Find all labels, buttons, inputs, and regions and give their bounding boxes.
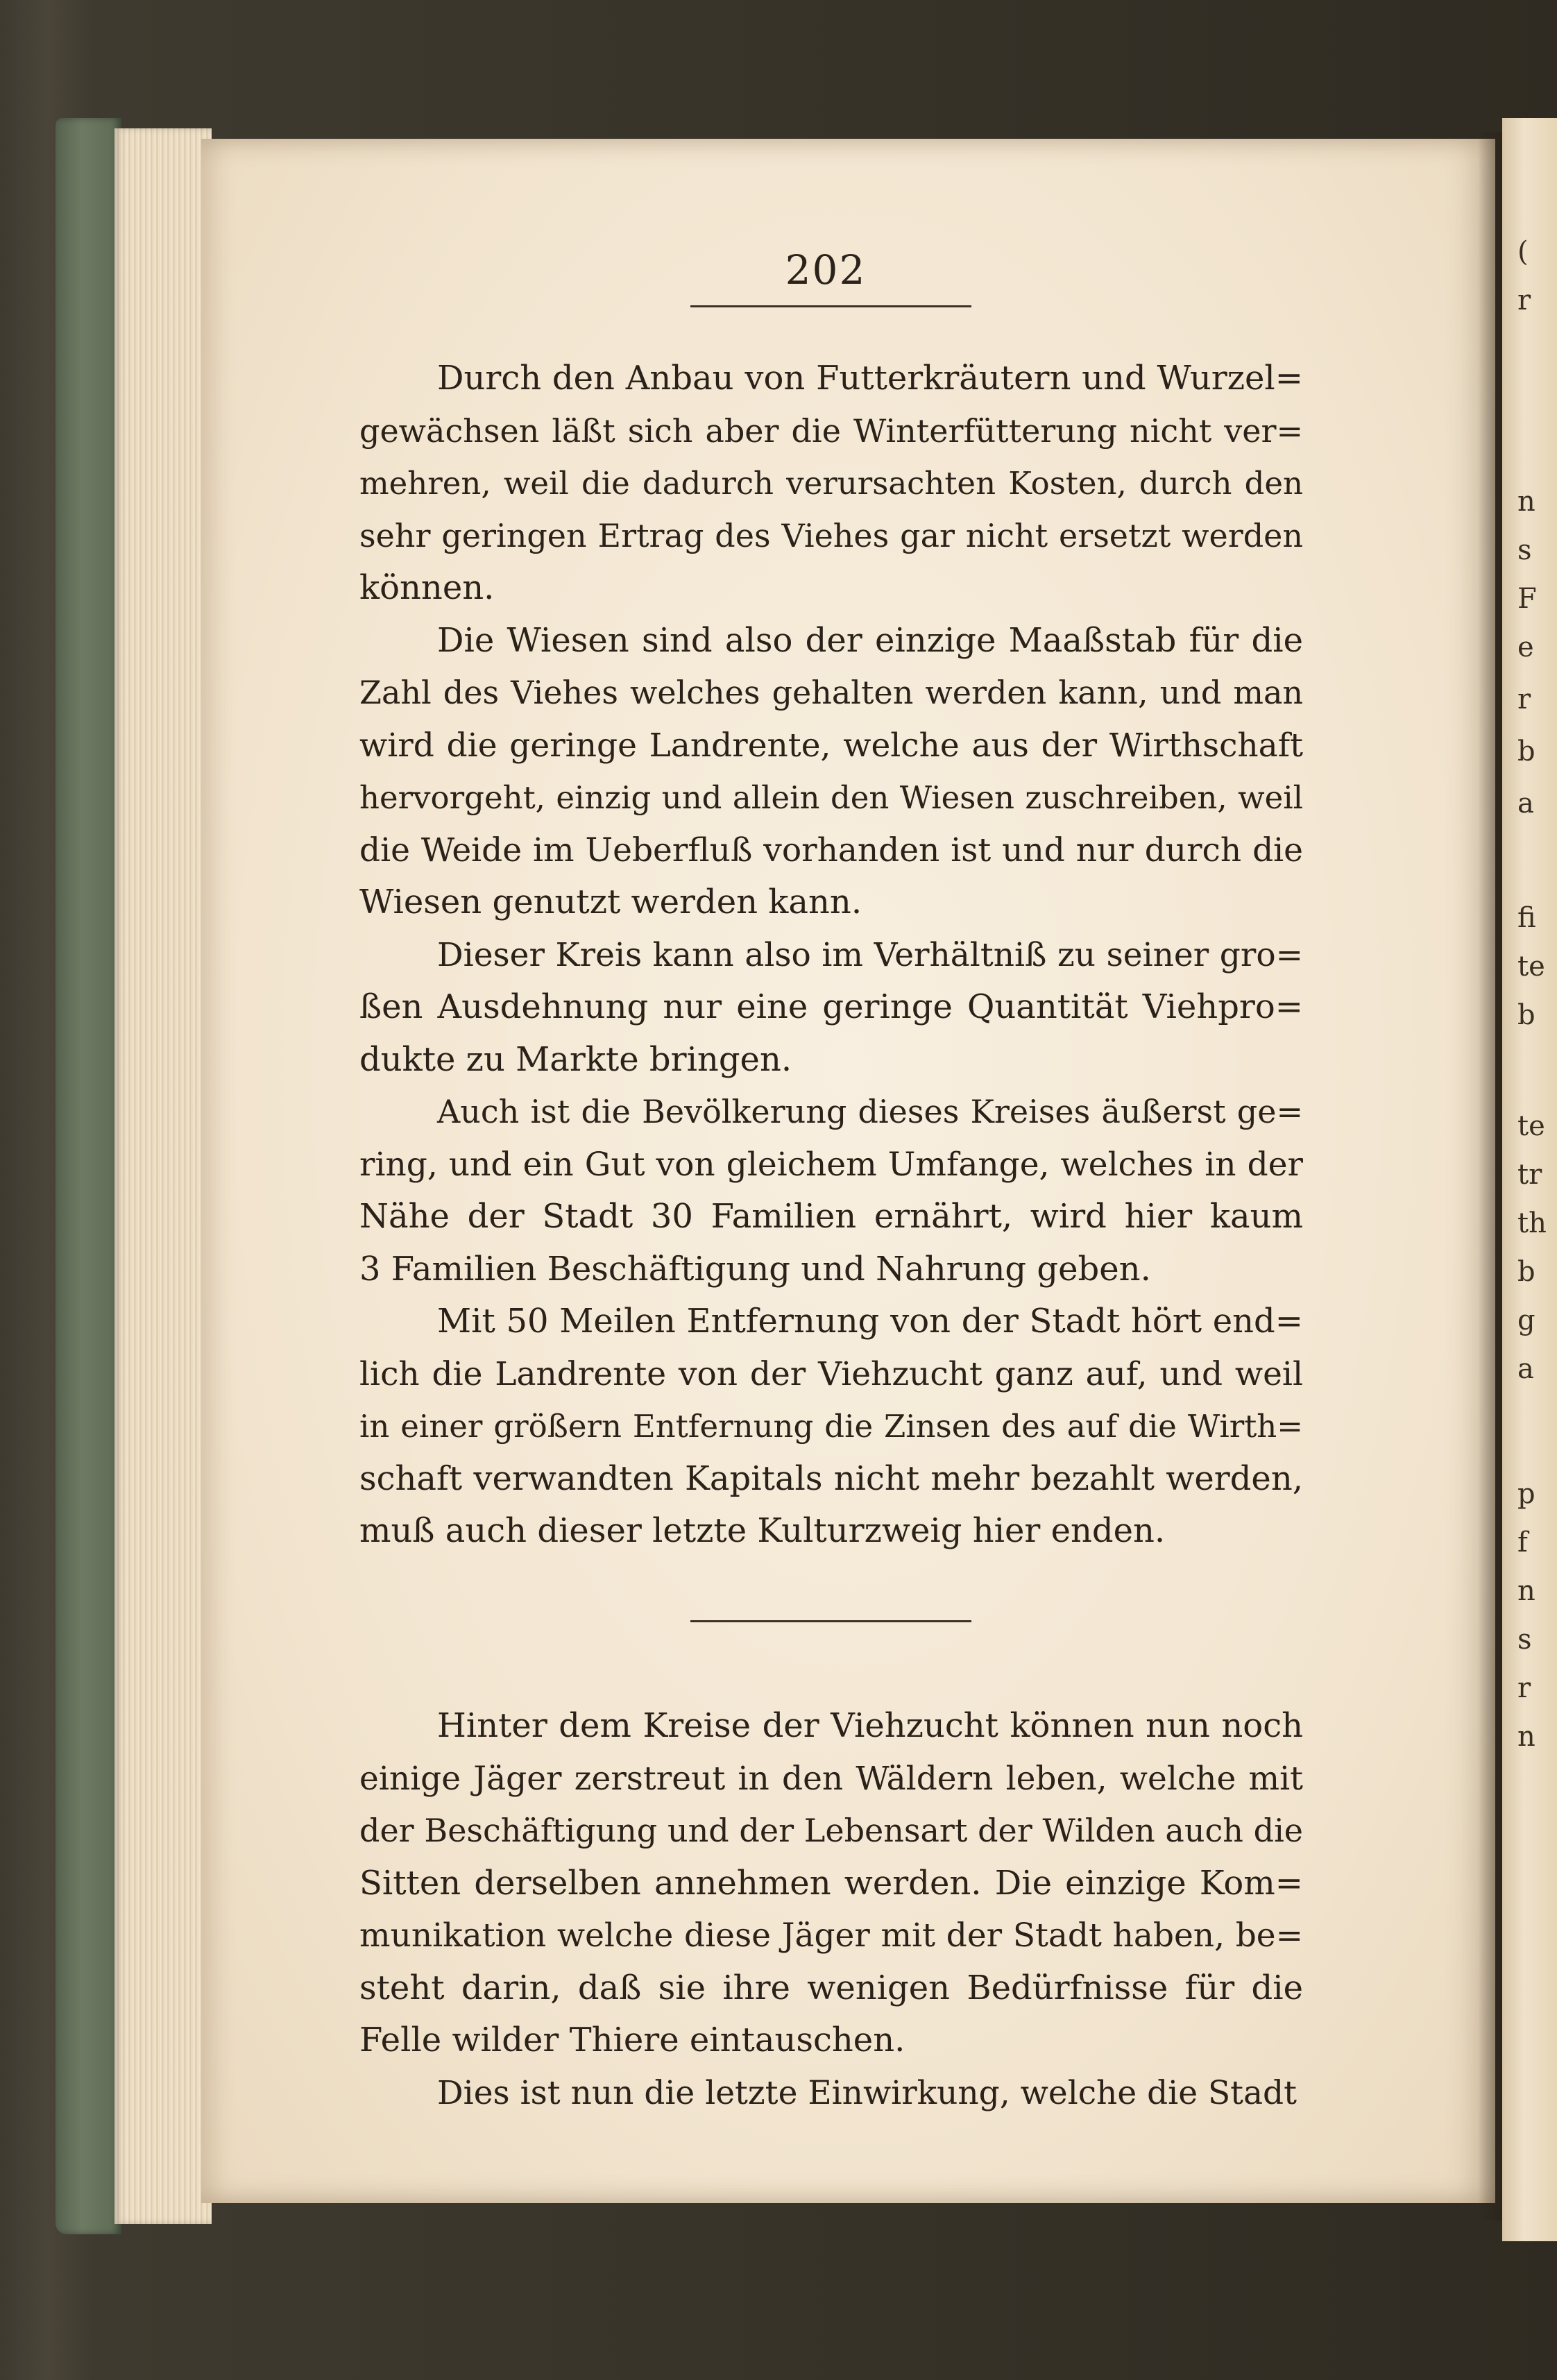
facing-page-letter: fi: [1517, 902, 1536, 934]
text-line: lich die Landrente von der Viehzucht ganz auf, und weil: [359, 1354, 1303, 1393]
facing-page-letter: s: [1517, 1624, 1532, 1656]
text-line: dukte zu Markte bringen.: [359, 1039, 792, 1079]
text-line: Die Wiesen sind also der einzige Maaßstab für die: [437, 620, 1303, 660]
text-line: Dieser Kreis kann also im Verhältniß zu seiner gro=: [437, 935, 1303, 974]
text-line: muß auch dieser letzte Kulturzweig hier enden.: [359, 1511, 1166, 1550]
text-line: gewächsen läßt sich aber die Winterfütterung nicht ver=: [359, 411, 1303, 450]
facing-page-letter: n: [1517, 486, 1535, 518]
text-line: hervorgeht, einzig und allein den Wiesen zuschreiben, weil: [359, 779, 1303, 816]
text-line: 3 Familien Beschäftigung und Nahrung geben.: [359, 1249, 1151, 1289]
facing-page-letter: b: [1517, 999, 1535, 1031]
paragraph: [359, 1086, 1303, 1295]
text-line: Wiesen genutzt werden kann.: [359, 883, 862, 921]
facing-page-fragment: [1502, 118, 1557, 2241]
facing-page-letter: r: [1517, 284, 1531, 316]
facing-page-letter: te: [1517, 1110, 1545, 1142]
facing-page-letter: e: [1517, 631, 1534, 663]
facing-page-letter: a: [1517, 1353, 1534, 1385]
paragraph: [359, 615, 1303, 929]
facing-page-letter: a: [1517, 788, 1534, 819]
facing-page-letter: f: [1517, 1527, 1528, 1558]
page-gutter: [1478, 132, 1506, 2220]
text-line: einige Jäger zerstreut in den Wäldern leben, welche mit: [359, 1759, 1303, 1798]
text-line: sehr geringen Ertrag des Viehes gar nicht ersetzt werden: [359, 516, 1303, 554]
text-line: Nähe der Stadt 30 Familien ernährt, wird hier kaum: [359, 1197, 1303, 1236]
page-number: 202: [785, 246, 867, 294]
text-line: können.: [359, 568, 495, 607]
paragraph: [359, 1295, 1303, 1558]
text-line: Dies ist nun die letzte Einwirkung, welche die Stadt: [437, 2073, 1298, 2112]
text-line: die Weide im Ueberfluß vorhanden ist und nur durch die: [359, 831, 1303, 869]
text-line: der Beschäftigung und der Lebensart der Wilden auch die: [359, 1812, 1303, 1849]
facing-page-letter: tr: [1517, 1159, 1542, 1191]
facing-page-letter: n: [1517, 1575, 1535, 1607]
text-line: ßen Ausdehnung nur eine geringe Quantität Viehpro=: [359, 987, 1303, 1026]
facing-page-letter: F: [1517, 583, 1537, 615]
paragraph: [359, 929, 1303, 1087]
facing-page-letter: n: [1517, 1721, 1535, 1753]
body-text-lower: [359, 1700, 1303, 2119]
header-rule: [690, 305, 971, 307]
facing-page-letter: g: [1517, 1304, 1535, 1336]
text-line: ring, und ein Gut von gleichem Umfange, welches in der: [359, 1145, 1303, 1184]
facing-page-letter: b: [1517, 736, 1535, 767]
facing-page-letter: s: [1517, 534, 1532, 566]
text-line: steht darin, daß sie ihre wenigen Bedürfnisse für die: [359, 1968, 1303, 2007]
paragraph: [359, 1700, 1303, 2067]
paragraph: [359, 352, 1303, 615]
text-line: Auch ist die Bevölkerung dieses Kreises äußerst ge=: [437, 1093, 1303, 1130]
text-line: wird die geringe Landrente, welche aus der Wirthschaft: [359, 726, 1303, 765]
facing-page-letter: r: [1517, 683, 1531, 715]
facing-page-letter: th: [1517, 1207, 1547, 1239]
text-line: schaft verwandten Kapitals nicht mehr bezahlt werden,: [359, 1459, 1303, 1498]
text-line: Hinter dem Kreise der Viehzucht können nun noch: [437, 1706, 1303, 1745]
book-cover-edge: [56, 118, 121, 2234]
section-divider: [690, 1620, 971, 1622]
text-line: Durch den Anbau von Futterkräutern und Wurzel=: [437, 359, 1303, 398]
facing-page-letter: b: [1517, 1256, 1535, 1288]
text-line: Mit 50 Meilen Entfernung von der Stadt hört end=: [437, 1302, 1303, 1341]
text-line: Zahl des Viehes welches gehalten werden kann, und man: [359, 674, 1303, 711]
text-line: mehren, weil die dadurch verursachten Kosten, durch den: [359, 465, 1303, 502]
paragraph: [359, 2067, 1303, 2120]
text-line: munikation welche diese Jäger mit der Stadt haben, be=: [359, 1916, 1303, 1955]
text-line: Sitten derselben annehmen werden. Die einzige Kom=: [359, 1863, 1303, 1903]
body-text-upper: [359, 352, 1303, 1558]
text-line: Felle wilder Thiere eintauschen.: [359, 2021, 905, 2059]
facing-page-letter: (: [1517, 236, 1529, 268]
facing-page-letter: r: [1517, 1672, 1531, 1704]
facing-page-letter: te: [1517, 951, 1545, 983]
facing-page-letter: p: [1517, 1478, 1535, 1510]
text-line: in einer größern Entfernung die Zinsen des auf die Wirth=: [359, 1408, 1303, 1445]
page-edges: [114, 128, 212, 2224]
